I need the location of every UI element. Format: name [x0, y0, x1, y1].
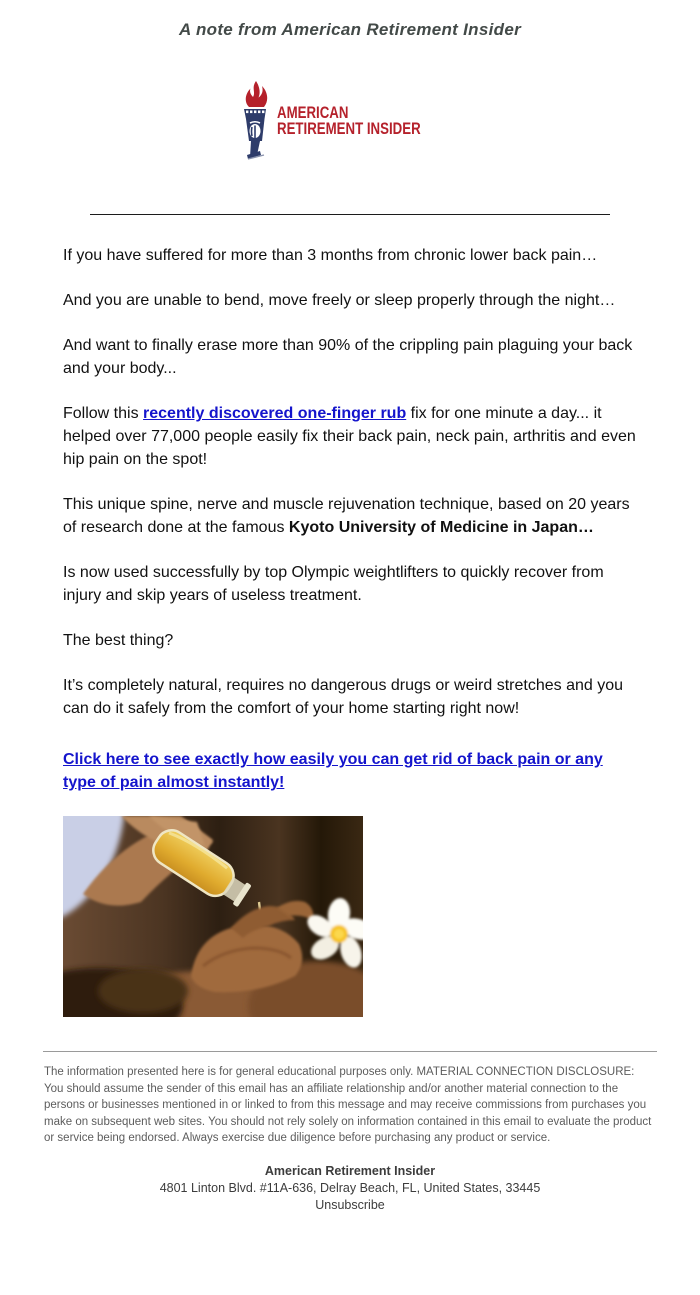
preheader-note: A note from American Retirement Insider	[178, 20, 521, 39]
paragraph-technique-start: This unique spine, nerve and muscle rejuvenation technique, based on 20 years of research done at the famous	[63, 496, 630, 536]
paragraph-erase-pain: And want to finally erase more than 90% of the crippling pain plaguing your back and your body...	[63, 337, 633, 377]
brand-logo-line1: AMERICAN	[277, 103, 349, 122]
paragraph-natural: It’s completely natural, requires no dangerous drugs or weird stretches and you can do it safely from the comfort of your home starting right now!	[63, 677, 624, 717]
unsubscribe-link[interactable]: Unsubscribe	[315, 1197, 385, 1212]
top-divider	[90, 214, 610, 215]
massage-photo[interactable]	[63, 816, 363, 1017]
brand-logo-line2: RETIREMENT INSIDER	[277, 119, 422, 138]
paragraph-follow-this-start: Follow this	[63, 405, 144, 422]
paragraph-olympic: Is now used successfully by top Olympic weightlifters to quickly recover from injury and skip years of useless treatment.	[63, 564, 604, 604]
cta-link[interactable]: Click here to see exactly how easily you can get rid of back pain or any type of pain almost instantly!	[63, 751, 603, 791]
paragraph-follow-this	[63, 402, 637, 471]
kyoto-university-bold: Kyoto University of Medicine in Japan…	[288, 519, 594, 536]
cta-paragraph	[63, 748, 637, 794]
footer-company-name: American Retirement Insider	[264, 1163, 436, 1178]
paragraph-follow-this-end: fix for one minute a day... it helped over 77,000 people easily fix their back pain, neck pain, arthritis and even hip pain on the spot!	[63, 405, 636, 468]
paragraph-technique	[63, 493, 637, 539]
brand-logo[interactable]	[0, 81, 700, 161]
disclaimer-text: The information presented here is for general educational purposes only. MATERIAL CONNECTION DISCLOSURE: You should assume the sender of this email has an affiliate relationship and/or another material connection to the persons or businesses mentioned in or linked to from this message and may receive commissions from purchases you make on subsequent web sites. You should not rely solely on information contained in this email to evaluate the product or service being endorsed. Always exercise due diligence before purchasing any product or service.	[44, 1066, 652, 1144]
paragraph-best-thing: The best thing?	[63, 632, 174, 649]
torch-logo-icon	[238, 81, 272, 161]
footer-address: 4801 Linton Blvd. #11A-636, Delray Beach, FL, United States, 33445	[159, 1180, 541, 1195]
paragraph-suffered: If you have suffered for more than 3 months from chronic lower back pain…	[63, 247, 598, 264]
brand-logo-text	[277, 105, 421, 137]
one-finger-rub-link[interactable]: recently discovered one-finger rub	[143, 405, 407, 422]
footer-block	[0, 1163, 700, 1232]
paragraph-unable-to-bend: And you are unable to bend, move freely or sleep properly through the night…	[63, 292, 616, 309]
email-content	[0, 244, 700, 1017]
footer-divider	[43, 1051, 657, 1052]
